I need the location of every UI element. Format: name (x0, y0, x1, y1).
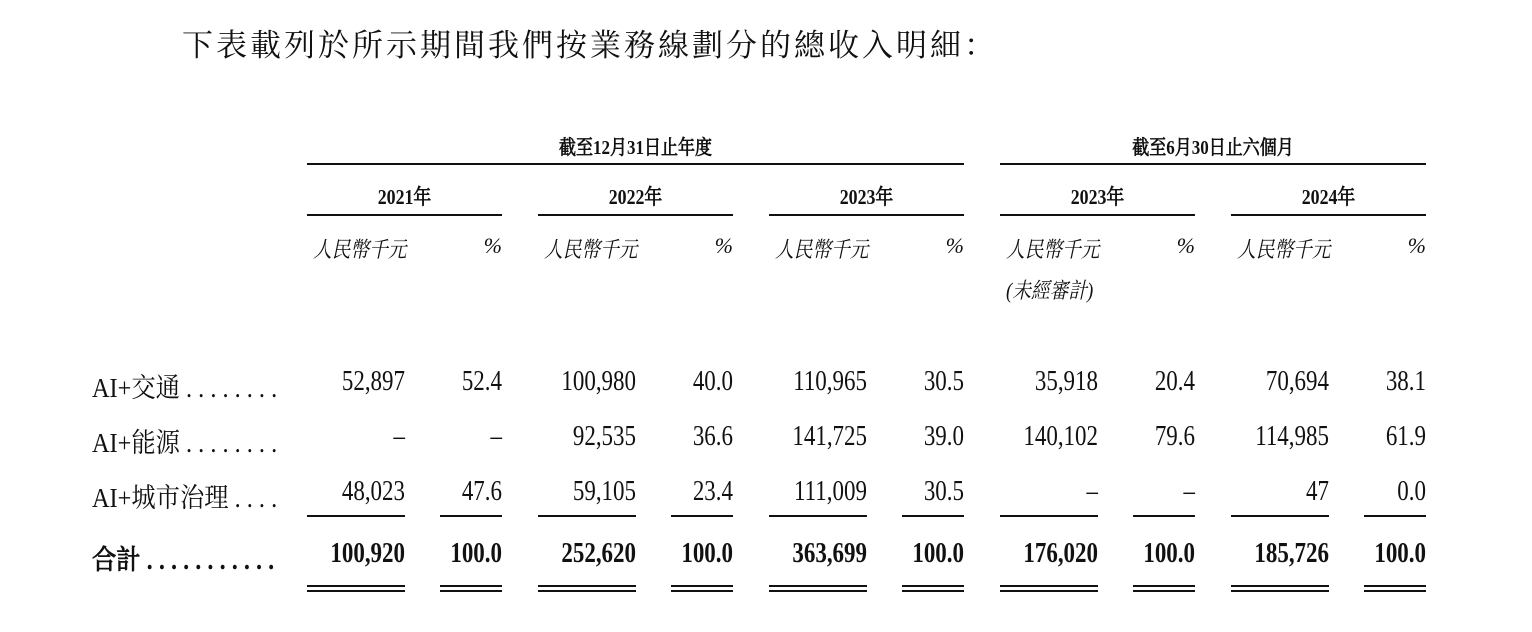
total-value: 185,726 (1254, 538, 1329, 569)
cell-value: 30.5 (923, 366, 964, 397)
total-double-rule (1133, 590, 1195, 592)
year-rule (1231, 214, 1426, 216)
year-header-2023-interim: 2023年 (1070, 185, 1125, 209)
subtotal-rule (1231, 515, 1329, 517)
total-double-rule (1364, 590, 1426, 592)
cell-value: 79.6 (1154, 421, 1195, 452)
cell-value: 59,105 (572, 476, 636, 507)
cell-value: 61.9 (1385, 421, 1426, 452)
year-header-2023: 2023年 (839, 185, 894, 209)
subtotal-rule (671, 515, 733, 517)
total-double-rule (440, 590, 502, 592)
cell-value: 47 (1306, 476, 1329, 507)
cell-value: 52,897 (341, 366, 405, 397)
total-double-rule (440, 585, 502, 587)
cell-value: 0.0 (1397, 476, 1426, 507)
subtotal-rule (769, 515, 867, 517)
total-double-rule (307, 590, 405, 592)
total-value: 100.0 (1143, 538, 1195, 569)
total-value: 100,920 (330, 538, 405, 569)
cell-value: 47.6 (461, 476, 502, 507)
unit-pct-header: % (714, 233, 733, 258)
unit-rmb-header: 人民幣千元 (1006, 237, 1100, 262)
cell-value: 70,694 (1265, 366, 1329, 397)
total-double-rule (671, 585, 733, 587)
cell-value: 38.1 (1385, 366, 1426, 397)
row-label-traffic: AI+交通 . . . . . . . . (92, 373, 278, 403)
cell-value: 140,102 (1023, 421, 1098, 452)
row-label-energy: AI+能源 . . . . . . . . (92, 428, 278, 458)
total-value: 363,699 (792, 538, 867, 569)
total-double-rule (538, 590, 636, 592)
total-double-rule (1000, 585, 1098, 587)
cell-value: 30.5 (923, 476, 964, 507)
unit-rmb-header: 人民幣千元 (313, 237, 407, 262)
unit-pct-header: % (1407, 233, 1426, 258)
cell-value: 35,918 (1034, 366, 1098, 397)
cell-value: 36.6 (692, 421, 733, 452)
subtotal-rule (1133, 515, 1195, 517)
subtotal-rule (307, 515, 405, 517)
total-double-rule (671, 590, 733, 592)
subtotal-rule (902, 515, 964, 517)
group-header-interim: 截至6月30日止六個月 (1132, 137, 1294, 159)
unit-rmb-header: 人民幣千元 (544, 237, 638, 262)
total-double-rule (1364, 585, 1426, 587)
intro-paragraph: 下表載列於所示期間我們按業務線劃分的總收入明細： (182, 28, 998, 63)
subtotal-rule (538, 515, 636, 517)
group-rule-annual (307, 163, 964, 165)
total-double-rule (902, 590, 964, 592)
total-double-rule (1133, 585, 1195, 587)
year-header-2022: 2022年 (608, 185, 663, 209)
cell-value: 20.4 (1154, 366, 1195, 397)
year-rule (307, 214, 502, 216)
cell-value: 114,985 (1255, 421, 1329, 452)
total-double-rule (538, 585, 636, 587)
cell-value: – (490, 421, 502, 452)
unit-rmb-header: 人民幣千元 (1237, 237, 1331, 262)
cell-value: 100,980 (561, 366, 636, 397)
cell-value: 52.4 (461, 366, 502, 397)
unit-pct-header: % (483, 233, 502, 258)
cell-value: 48,023 (341, 476, 405, 507)
unit-rmb-header: 人民幣千元 (775, 237, 869, 262)
subtotal-rule (1364, 515, 1426, 517)
cell-value: – (1183, 476, 1195, 507)
total-value: 176,020 (1023, 538, 1098, 569)
total-double-rule (769, 590, 867, 592)
cell-value: 23.4 (692, 476, 733, 507)
total-double-rule (1231, 590, 1329, 592)
cell-value: 92,535 (572, 421, 636, 452)
subtotal-rule (440, 515, 502, 517)
total-value: 252,620 (561, 538, 636, 569)
cell-value: 110,965 (793, 366, 867, 397)
cell-value: 111,009 (794, 476, 867, 507)
total-double-rule (769, 585, 867, 587)
row-label-total: 合計 . . . . . . . . . . . (92, 545, 275, 575)
cell-value: 141,725 (792, 421, 867, 452)
group-header-annual: 截至12月31日止年度 (559, 137, 712, 159)
cell-value: 39.0 (923, 421, 964, 452)
unit-unaudited-note: (未經審計) (1006, 278, 1094, 303)
total-double-rule (307, 585, 405, 587)
total-value: 100.0 (681, 538, 733, 569)
subtotal-rule (1000, 515, 1098, 517)
year-rule (1000, 214, 1195, 216)
total-value: 100.0 (912, 538, 964, 569)
group-rule-interim (1000, 163, 1426, 165)
year-rule (769, 214, 964, 216)
total-value: 100.0 (1374, 538, 1426, 569)
year-rule (538, 214, 733, 216)
cell-value: 40.0 (692, 366, 733, 397)
unit-pct-header: % (1176, 233, 1195, 258)
total-value: 100.0 (450, 538, 502, 569)
row-label-city-governance: AI+城市治理 . . . . (92, 483, 278, 513)
cell-value: – (393, 421, 405, 452)
year-header-2021: 2021年 (377, 185, 432, 209)
total-double-rule (1231, 585, 1329, 587)
cell-value: – (1086, 476, 1098, 507)
unit-pct-header: % (945, 233, 964, 258)
year-header-2024-interim: 2024年 (1301, 185, 1356, 209)
total-double-rule (1000, 590, 1098, 592)
total-double-rule (902, 585, 964, 587)
